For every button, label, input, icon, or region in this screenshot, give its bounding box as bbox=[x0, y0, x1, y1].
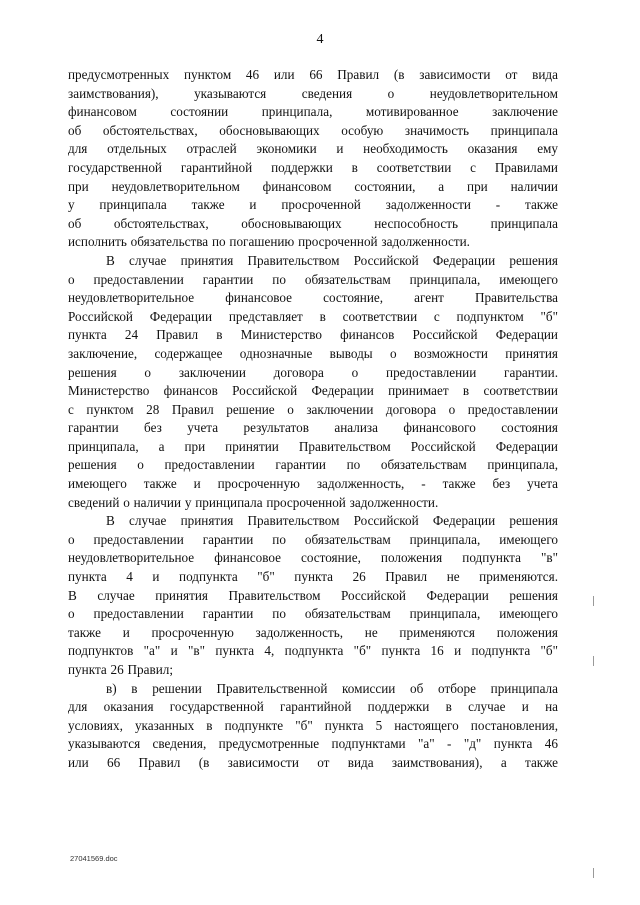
text-line: с пунктом 28 Правил решение о заключении договора о предоставлении bbox=[68, 401, 558, 417]
text-line: или 66 Правил (в зависимости от вида заимствования), а также bbox=[68, 754, 558, 770]
text-line: В случае принятия Правительством Российской Федерации решения bbox=[106, 252, 558, 268]
text-line: сведений о наличии у принципала просроченной задолженности. bbox=[68, 494, 439, 510]
body-text bbox=[68, 66, 558, 773]
text-line: В случае принятия Правительством Российской Федерации решения bbox=[106, 513, 558, 529]
page-number: 4 bbox=[316, 32, 324, 47]
text-line: заимствования), указываются сведения о неудовлетворительном bbox=[68, 85, 558, 101]
text-line: Российской Федерации представляет в соответствии с подпунктом "б" bbox=[68, 308, 558, 324]
text-line: заключение, содержащее однозначные выводы о возможности принятия bbox=[68, 345, 558, 361]
text-line: неудовлетворительное финансовое состояние, положения подпункта "в" bbox=[68, 550, 558, 566]
text-line: в) в решении Правительственной комиссии об отборе принципала bbox=[106, 680, 558, 696]
text-line: об обстоятельствах, обосновывающих особую значимость принципала bbox=[68, 122, 558, 138]
text-line: В случае принятия Правительством Российской Федерации решения bbox=[68, 587, 558, 603]
text-line: для отдельных отраслей экономики и необходимость оказания ему bbox=[68, 141, 558, 157]
text-line: у принципала также и просроченной задолженности - также bbox=[68, 197, 558, 213]
text-line: условиях, указанных в подпункте "б" пункта 5 настоящего постановления, bbox=[68, 717, 558, 733]
footer-filename: 27041569.doc bbox=[70, 854, 118, 863]
text-line: неудовлетворительное финансовое состояние, агент Правительства bbox=[68, 290, 558, 306]
text-line: государственной гарантийной поддержки в соответствии с Правилами bbox=[68, 159, 558, 175]
text-line: для оказания государственной гарантийной поддержки в случае и на bbox=[68, 699, 558, 715]
text-line: об обстоятельствах, обосновывающих неспособность принципала bbox=[68, 215, 558, 231]
text-line: также и просроченную задолженность, не применяются положения bbox=[68, 624, 558, 640]
text-line: пункта 26 Правил; bbox=[68, 662, 173, 677]
text-line: решения о заключении договора о предоставлении гарантии. bbox=[68, 364, 558, 380]
text-line: принципала, а при принятии Правительством Российской Федерации bbox=[68, 438, 558, 454]
text-line: пункта 24 Правил в Министерство финансов Российской Федерации bbox=[68, 327, 558, 343]
text-line: о предоставлении гарантии по обязательствам принципала, имеющего bbox=[68, 531, 558, 547]
text-line: при неудовлетворительном финансовом состоянии, а при наличии bbox=[68, 178, 558, 194]
margin-mark bbox=[593, 868, 594, 878]
text-line: Министерство финансов Российской Федерации принимает в соответствии bbox=[68, 383, 558, 399]
margin-mark bbox=[593, 596, 594, 606]
text-line: пункта 4 и подпункта "б" пункта 26 Правил не применяются. bbox=[68, 569, 558, 585]
margin-mark bbox=[593, 656, 594, 666]
text-line: указываются сведения, предусмотренные подпунктами "а" - "д" пункта 46 bbox=[68, 736, 558, 752]
text-line: решения о предоставлении гарантии по обязательствам принципала, bbox=[68, 457, 558, 473]
text-line: о предоставлении гарантии по обязательствам принципала, имеющего bbox=[68, 606, 558, 622]
text-line: подпунктов "а" и "в" пункта 4, подпункта "б" пункта 16 и подпункта "б" bbox=[68, 643, 558, 659]
text-line: имеющего также и просроченную задолженность, - также без учета bbox=[68, 476, 558, 492]
text-line: предусмотренных пунктом 46 или 66 Правил (в зависимости от вида bbox=[68, 67, 558, 82]
text-line: гарантии без учета результатов анализа финансового состояния bbox=[68, 420, 558, 436]
text-line: финансовом состоянии принципала, мотивированное заключение bbox=[68, 104, 558, 120]
text-line: исполнить обязательства по погашению просроченной задолженности. bbox=[68, 234, 470, 250]
text-line: о предоставлении гарантии по обязательствам принципала, имеющего bbox=[68, 271, 558, 287]
